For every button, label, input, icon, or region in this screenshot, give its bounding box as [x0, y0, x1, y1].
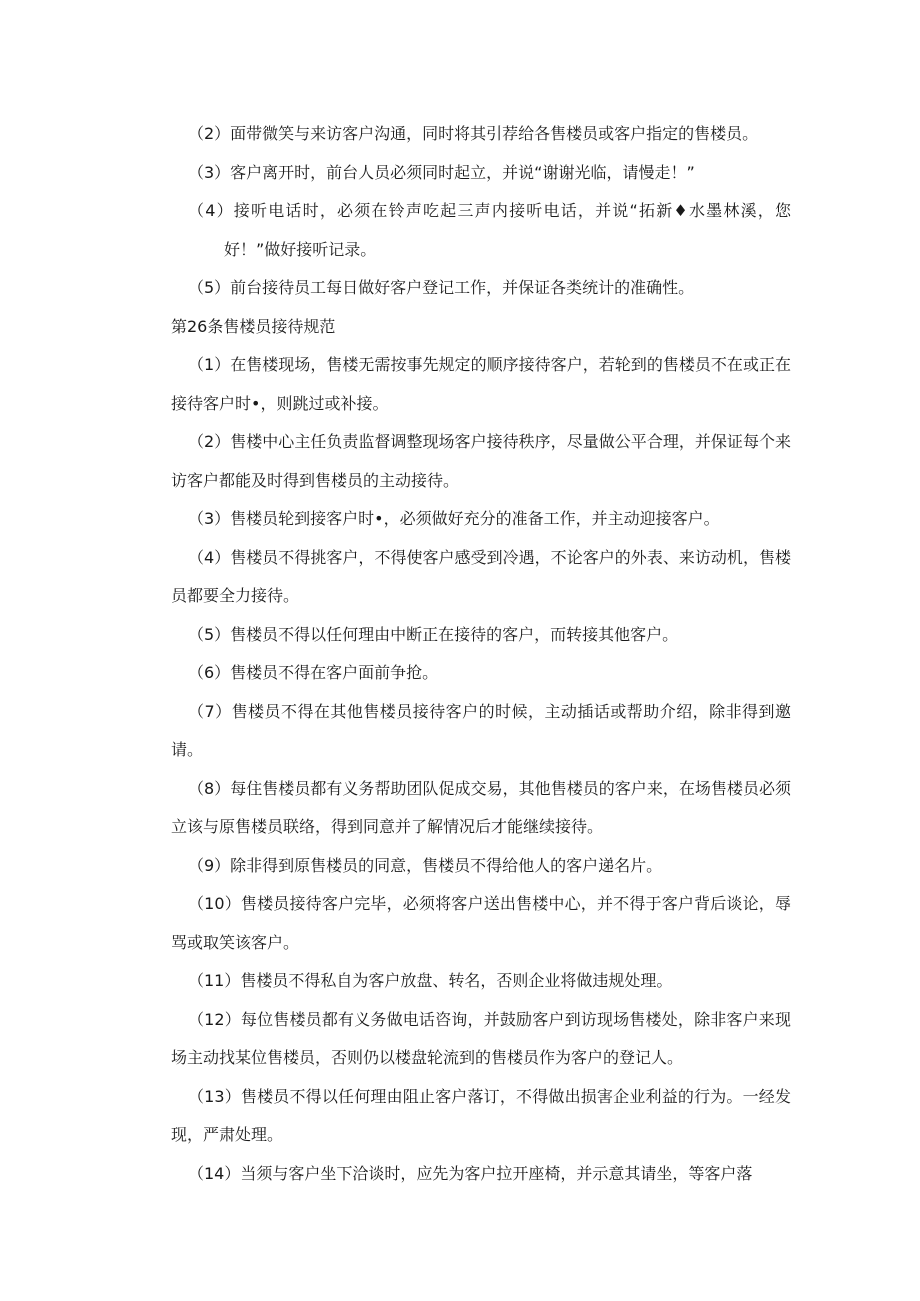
list-item-front-desk-5: （5）前台接待员工每日做好客户登记工作，并保证各类统计的准确性。: [188, 278, 695, 297]
list-item-sales-6: （6）售楼员不得在客户面前争抢。: [188, 663, 439, 682]
section-heading: 第26条售楼员接待规范: [171, 316, 336, 336]
list-item-sales-10: （10）售楼员接待客户完毕，必须将客户送出售楼中心，并不得于客户背后谈论，辱骂或取笑该客户。: [171, 894, 791, 952]
list-item-sales-1: （1）在售楼现场，售楼无需按事先规定的顺序接待客户，若轮到的售楼员不在或正在接待客户时•，则跳过或补接。: [171, 355, 791, 413]
list-item-front-desk-2: （2）面带微笑与来访客户沟通，同时将其引荐给各售楼员或客户指定的售楼员。: [188, 124, 759, 143]
list-item-sales-11: （11）售楼员不得私自为客户放盘、转名，否则企业将做违规处理。: [188, 971, 673, 990]
list-item-sales-12: （12）每位售楼员都有义务做电话咨询，并鼓励客户到访现场售楼处，除非客户来现场主动找某位售楼员，否则仍以楼盘轮流到的售楼员作为客户的登记人。: [171, 1009, 791, 1067]
list-item-sales-13: （13）售楼员不得以任何理由阻止客户落订，不得做出损害企业利益的行为。一经发现，严肃处理。: [171, 1086, 791, 1144]
list-item-front-desk-3: （3）客户离开时，前台人员必须同时起立，并说“谢谢光临，请慢走！”: [188, 162, 695, 182]
list-item-sales-5: （5）售楼员不得以任何理由中断正在接待的客户，而转接其他客户。: [188, 624, 679, 644]
list-item-sales-7: （7）售楼员不得在其他售楼员接待客户的时候，主动插话或帮助介绍，除非得到邀请。: [171, 701, 791, 759]
list-item-sales-8: （8）每住售楼员都有义务帮助团队促成交易，其他售楼员的客户来，在场售楼员必须立该与原售楼员联络，得到同意并了解情况后才能继续接待。: [171, 778, 791, 836]
document-body: [171, 115, 791, 1193]
list-item-sales-9: （9）除非得到原售楼员的同意，售楼员不得给他人的客户递名片。: [188, 855, 663, 875]
list-item-front-desk-4: （4）接听电话时，必须在铃声吃起三声内接听电话，并说“拓新♦水墨林溪，您好！”做好接听记录。: [188, 201, 791, 259]
list-item-sales-2: （2）售楼中心主任负责监督调整现场客户接待秩序，尽量做公平合理，并保证每个来访客户都能及时得到售楼员的主动接待。: [171, 432, 791, 490]
list-item-sales-3: （3）售楼员轮到接客户时•，必须做好充分的准备工作，并主动迎接客户。: [188, 509, 720, 528]
list-item-sales-4: （4）售楼员不得挑客户，不得使客户感受到冷遇，不论客户的外表、来访动机，售楼员都要全力接待。: [171, 547, 791, 605]
list-item-sales-14: （14）当须与客户坐下洽谈时，应先为客户拉开座椅，并示意其请坐，等客户落: [188, 1163, 753, 1183]
